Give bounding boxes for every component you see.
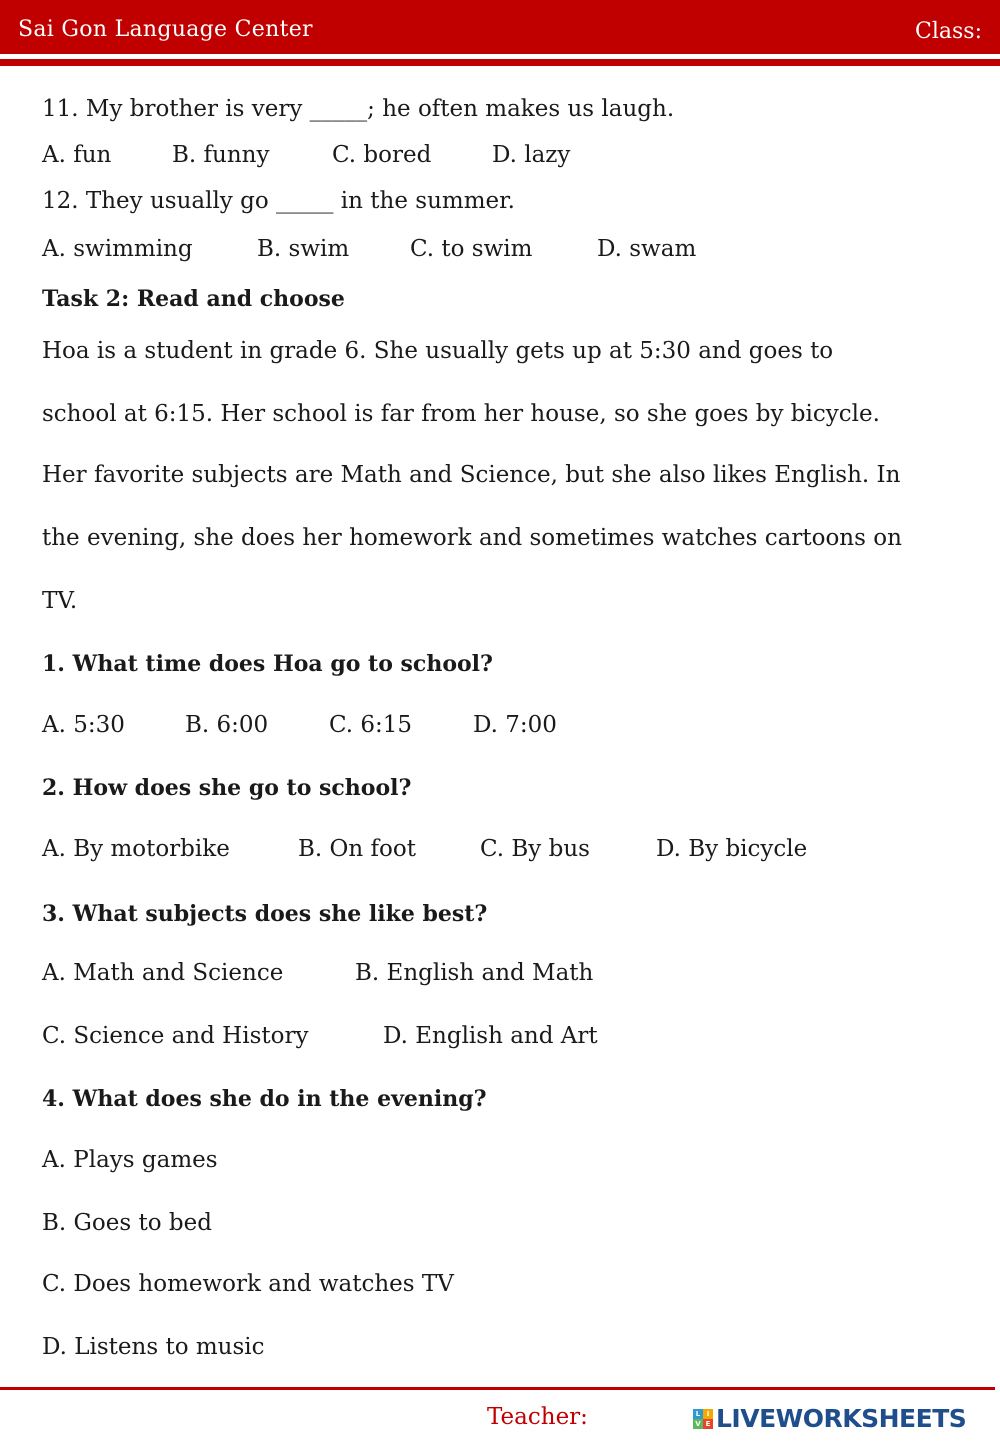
- option-a[interactable]: A. By motorbike: [42, 836, 230, 862]
- question-12-options: [42, 236, 696, 262]
- option-d[interactable]: D. 7:00: [473, 712, 557, 738]
- option-b[interactable]: B. English and Math: [355, 960, 594, 986]
- option-a[interactable]: A. 5:30: [42, 712, 125, 738]
- option-b[interactable]: B. 6:00: [185, 712, 269, 738]
- center-name: Sai Gon Language Center: [18, 17, 313, 42]
- option-a[interactable]: A. swimming: [42, 236, 193, 262]
- passage-line: Hoa is a student in grade 6. She usually gets up at 5:30 and goes to: [42, 338, 834, 364]
- option-c[interactable]: C. to swim: [410, 236, 533, 262]
- header-divider: [0, 59, 1000, 66]
- reading-question-1-options: [42, 712, 557, 738]
- option-a[interactable]: A. Plays games: [42, 1147, 218, 1173]
- question-11: 11. My brother is very _____; he often makes us laugh.: [42, 96, 675, 122]
- liveworksheets-logo: [693, 1404, 966, 1433]
- passage-line: TV.: [42, 588, 78, 614]
- option-c[interactable]: C. Does homework and watches TV: [42, 1271, 454, 1297]
- option-d[interactable]: D. lazy: [492, 142, 571, 168]
- footer-divider: [0, 1387, 995, 1390]
- option-d[interactable]: D. By bicycle: [656, 836, 808, 862]
- liveworksheets-icon: L I V E: [693, 1409, 713, 1429]
- teacher-label: Teacher:: [487, 1404, 588, 1430]
- option-a[interactable]: A. Math and Science: [42, 960, 284, 986]
- reading-question-3-options-row-2: [42, 1023, 598, 1049]
- reading-question-2: 2. How does she go to school?: [42, 775, 412, 801]
- reading-question-2-options: [42, 836, 807, 862]
- option-d[interactable]: D. English and Art: [383, 1023, 598, 1049]
- option-c[interactable]: C. By bus: [480, 836, 590, 862]
- option-b[interactable]: B. On foot: [298, 836, 416, 862]
- option-b[interactable]: B. swim: [257, 236, 350, 262]
- reading-question-3: 3. What subjects does she like best?: [42, 901, 488, 927]
- reading-question-4: 4. What does she do in the evening?: [42, 1086, 487, 1112]
- passage-line: Her favorite subjects are Math and Science, but she also likes English. In: [42, 462, 901, 488]
- option-b[interactable]: B. Goes to bed: [42, 1210, 212, 1236]
- option-c[interactable]: C. 6:15: [329, 712, 413, 738]
- option-a[interactable]: A. fun: [42, 142, 112, 168]
- passage-line: the evening, she does her homework and sometimes watches cartoons on: [42, 525, 902, 551]
- task-2-heading: Task 2: Read and choose: [42, 286, 345, 312]
- brand-name: LIVEWORKSHEETS: [716, 1404, 967, 1433]
- option-d[interactable]: D. Listens to music: [42, 1334, 265, 1360]
- reading-question-1: 1. What time does Hoa go to school?: [42, 651, 493, 677]
- option-c[interactable]: C. Science and History: [42, 1023, 309, 1049]
- option-d[interactable]: D. swam: [597, 236, 697, 262]
- option-b[interactable]: B. funny: [172, 142, 270, 168]
- reading-question-3-options-row-1: [42, 960, 593, 986]
- option-c[interactable]: C. bored: [332, 142, 432, 168]
- passage-line: school at 6:15. Her school is far from her house, so she goes by bicycle.: [42, 401, 880, 427]
- question-12: 12. They usually go _____ in the summer.: [42, 188, 515, 214]
- question-11-options: [42, 142, 570, 168]
- class-label: Class:: [915, 19, 982, 44]
